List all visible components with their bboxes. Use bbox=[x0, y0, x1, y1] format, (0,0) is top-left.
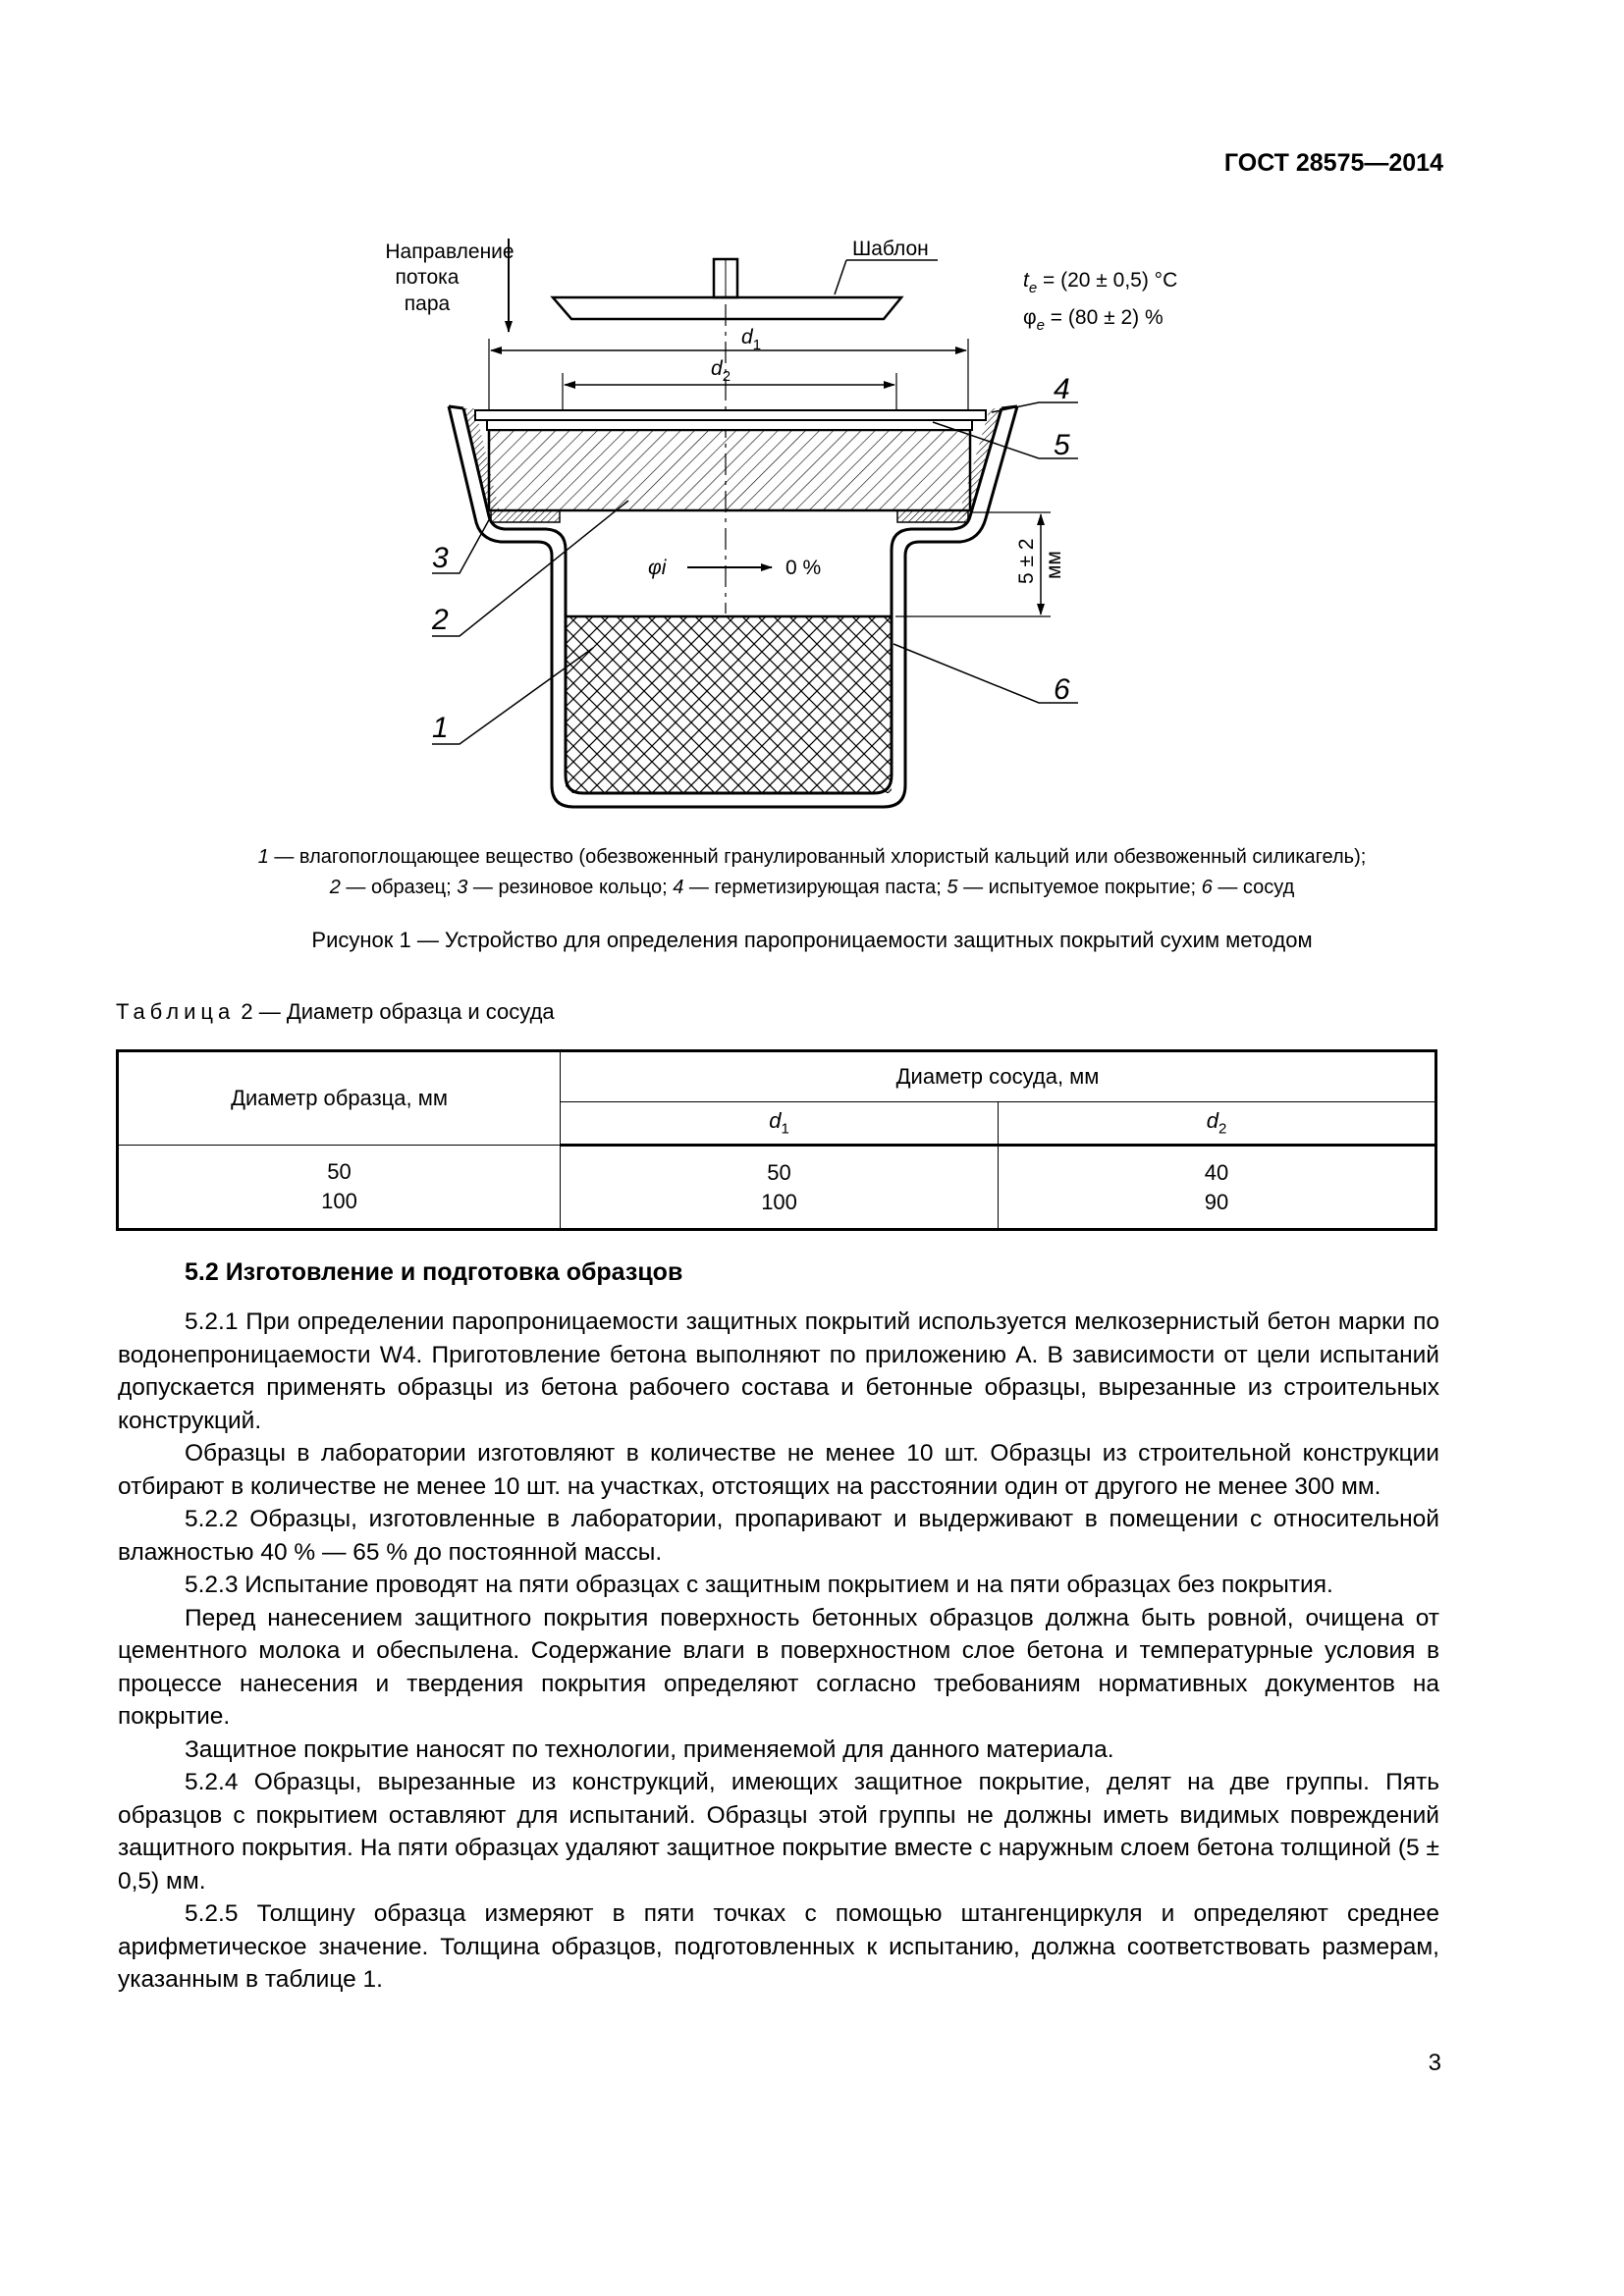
inner-humidity-symbol: φi bbox=[648, 557, 667, 579]
paragraph-5-2-3: 5.2.3 Испытание проводят на пяти образцах с защитным покрытием и на пяти образцах без покрытия. bbox=[185, 1572, 1333, 1598]
paragraph: Защитное покрытие наносят по технологии, применяемой для данного материала. bbox=[185, 1735, 1114, 1763]
table-title: Таблица 2 — Диаметр образца и сосуда bbox=[116, 999, 555, 1024]
gap-dimension-unit: мм bbox=[1043, 551, 1065, 579]
callout-4: 4 bbox=[1054, 373, 1070, 405]
paragraph-5-2-1: 5.2.1 При определении паропроницаемости защитных покрытий используется мелкозернистый бетон марки по водонепроницаемости W4. Приготовление бетона выполняют по приложению А. В зависимости от цели испытаний допускается применять образцы из бетона рабочего состава и бетонные образцы, вырезанные из строительных конструкций. bbox=[118, 1308, 1439, 1434]
gap-dimension-label: 5 ± 2 bbox=[1015, 538, 1038, 584]
document-header: ГОСТ 28575—2014 bbox=[1223, 149, 1443, 177]
template-label: Шаблон bbox=[852, 238, 929, 260]
section-heading: 5.2 Изготовление и подготовка образцов bbox=[185, 1258, 683, 1286]
header-d1: $d_1$ bbox=[561, 1102, 999, 1146]
callout-1: 1 bbox=[432, 712, 449, 744]
cell-d2-values: 40 90 bbox=[999, 1146, 1436, 1230]
header-sample-diameter: Диаметр образца, мм bbox=[118, 1051, 561, 1146]
paragraph: Перед нанесением защитного покрытия поверхность бетонных образцов должна быть ровной, очищена от цементного молока и обеспылена. Содержание влаги в поверхностном слое бетона и температурные условия в процессе нанесения и твердения покрытия определяют согласно требованиям нормативных документов на покрытие. bbox=[118, 1604, 1439, 1730]
vapor-direction-label-line2: потока bbox=[395, 266, 460, 289]
d2-dimension-label: $d_2$ bbox=[711, 357, 731, 385]
sealing-paste bbox=[475, 410, 986, 420]
template-disc bbox=[553, 259, 901, 319]
rubber-ring-left bbox=[491, 510, 560, 522]
temperature-condition: $t_e = (20 \pm 0,5)$ °С bbox=[1023, 269, 1178, 296]
legend-line-2: 2 — образец; 3 — резиновое кольцо; 4 — герметизирующая паста; 5 — испытуемое покрытие; 6 — сосуд bbox=[329, 877, 1295, 898]
figure-caption: Рисунок 1 — Устройство для определения паропроницаемости защитных покрытий сухим методом bbox=[311, 928, 1313, 952]
callout-6: 6 bbox=[1054, 673, 1070, 706]
figure-legend bbox=[118, 842, 1506, 903]
body-text bbox=[118, 1306, 1439, 1997]
legend-line-1: 1 — влагопоглощающее вещество (обезвоженный гранулированный хлористый кальций или обезвоженный силикагель); bbox=[257, 846, 1367, 868]
humidity-condition: $\varphi_e = (80 \pm 2)$ % bbox=[1023, 306, 1164, 334]
paragraph: Образцы в лаборатории изготовляют в количестве не менее 10 шт. Образцы из строительной конструкции отбирают в количестве не менее 10 шт. на участках, отстоящих на расстоянии один от другого не менее 300 мм. bbox=[118, 1440, 1439, 1500]
callout-2: 2 bbox=[432, 604, 449, 636]
template-leader bbox=[835, 260, 846, 294]
sample bbox=[489, 430, 970, 510]
inner-humidity-value: 0 % bbox=[785, 557, 822, 579]
paragraph-5-2-2: 5.2.2 Образцы, изготовленные в лаборатории, пропаривают и выдерживают в помещении с относительной влажностью 40 % — 65 % до постоянной массы. bbox=[118, 1506, 1439, 1566]
vapor-permeability-device-figure bbox=[334, 218, 1198, 827]
page-number: 3 bbox=[1428, 2050, 1441, 2076]
header-d2: $d_2$ bbox=[999, 1102, 1436, 1146]
rubber-ring-right bbox=[897, 510, 968, 522]
callout-5: 5 bbox=[1054, 429, 1070, 461]
test-coating bbox=[487, 420, 972, 430]
d1-dimension-label: $d_1$ bbox=[741, 326, 762, 353]
diameter-table bbox=[116, 1049, 1437, 1231]
vapor-direction-label-line1: Направление bbox=[385, 240, 514, 263]
cell-d1-values: 50 100 bbox=[561, 1146, 999, 1230]
callout-3: 3 bbox=[432, 542, 449, 574]
vapor-direction-label-line3: пара bbox=[404, 293, 451, 315]
paragraph-5-2-4: 5.2.4 Образцы, вырезанные из конструкций, имеющих защитное покрытие, делят на две группы. Пять образцов с покрытием оставляют для испытаний. Образцы этой группы не должны иметь видимых повреждений защитного покрытия. На пяти образцах удаляют защитное покрытие вместе с наружным слоем бетона толщиной (5 ± 0,5) мм. bbox=[118, 1769, 1439, 1895]
paragraph-5-2-5: 5.2.5 Толщину образца измеряют в пяти точках с помощью штангенциркуля и определяют среднее арифметическое значение. Толщина образцов, подготовленных к испытанию, должна соответствовать размерам, указанным в таблице 1. bbox=[118, 1900, 1439, 1993]
cell-sample-values: 50 100 bbox=[118, 1146, 561, 1230]
desiccant bbox=[566, 616, 892, 793]
header-vessel-diameter: Диаметр сосуда, мм bbox=[561, 1051, 1436, 1102]
